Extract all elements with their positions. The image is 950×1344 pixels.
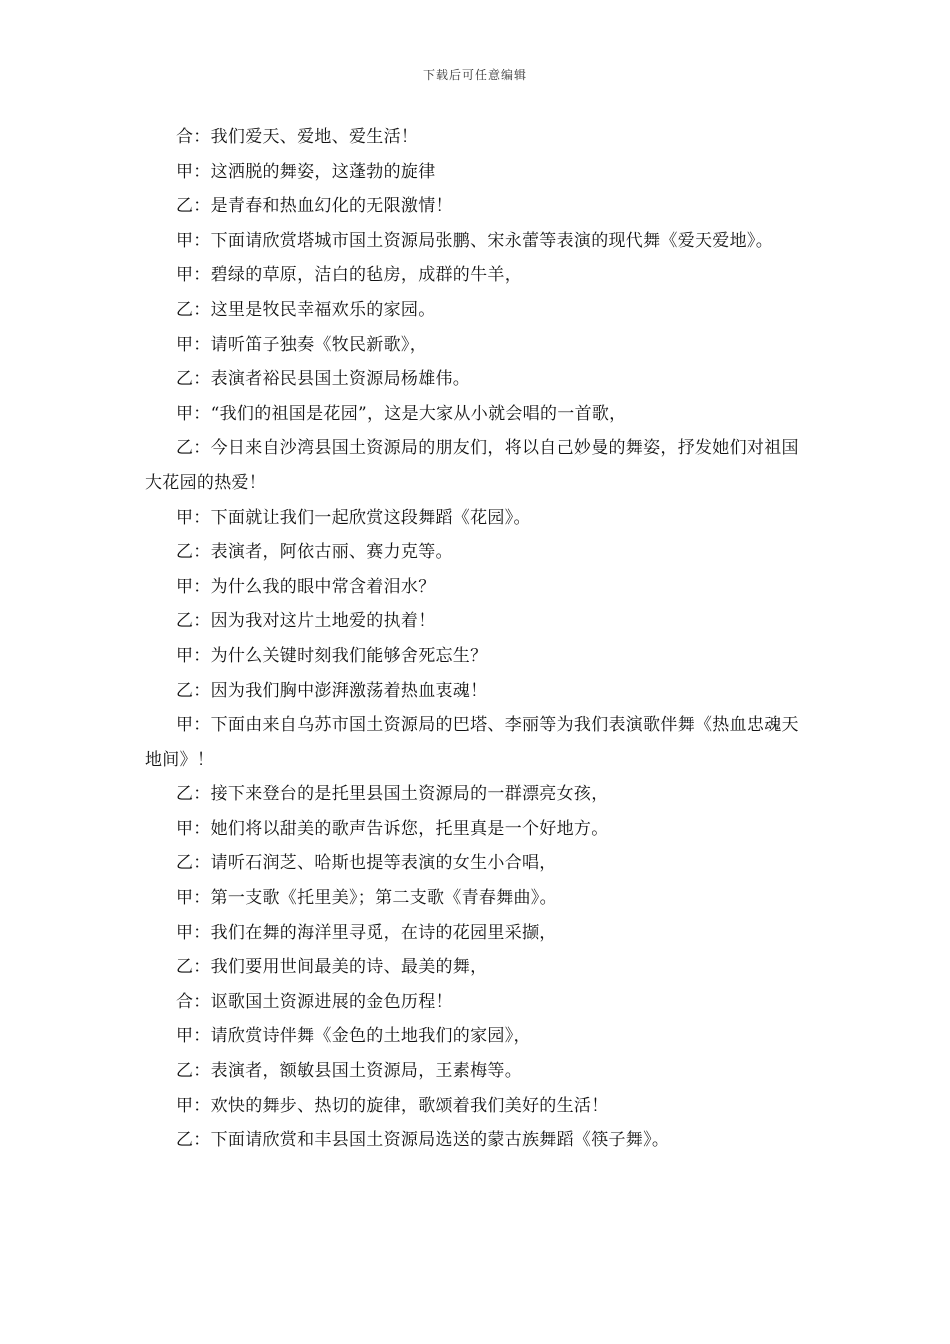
page-header: 下载后可任意编辑 [422,68,527,82]
paragraph: 乙：表演者，额敏县国土资源局，王素梅等。 [176,1061,522,1082]
paragraph: 甲：第一支歌《托里美》；第二支歌《青春舞曲》。 [176,888,557,909]
paragraph: 甲：“我们的祖国是花园”，这是大家从小就会唱的一首歌， [176,403,627,424]
paragraph: 甲：请欣赏诗伴舞《金色的土地我们的家园》， [176,1026,531,1047]
paragraph: 甲：欢快的舞步、热切的旋律，歌颂着我们美好的生活！ [176,1095,609,1116]
paragraph: 甲：这洒脱的舞姿，这蓬勃的旋律 [176,161,436,182]
paragraph: 甲：碧绿的草原，洁白的毡房，成群的牛羊， [176,265,522,286]
paragraph: 合：讴歌国土资源进展的金色历程！ [176,991,453,1012]
paragraph: 合：我们爱天、爱地、爱生活！ [176,127,419,147]
paragraph: 甲：为什么关键时刻我们能够舍死忘生？ [176,645,488,666]
paragraph: 乙：是青春和热血幻化的无限激情！ [176,196,453,217]
paragraph: 乙：这里是牧民幸福欢乐的家园。 [176,299,436,320]
paragraph: 乙：我们要用世间最美的诗、最美的舞， [176,957,488,978]
paragraph: 乙：今日来自沙湾县国土资源局的朋友们，将以自己妙曼的舞姿，抒发她们对祖国大花园的热爱！ [145,438,799,493]
paragraph: 甲：请听笛子独奏《牧民新歌》， [176,334,427,355]
document-body [145,120,810,1158]
paragraph: 乙：因为我们胸中澎湃激荡着热血衷魂！ [176,680,488,701]
paragraph: 甲：下面请欣赏塔城市国土资源局张鹏、宋永蕾等表演的现代舞《爱天爱地》。 [176,230,773,251]
paragraph: 乙：表演者，阿依古丽、赛力克等。 [176,542,453,563]
paragraph: 甲：为什么我的眼中常含着泪水？ [176,576,436,597]
paragraph: 甲：她们将以甜美的歌声告诉您，托里真是一个好地方。 [176,818,609,839]
paragraph: 甲：我们在舞的海洋里寻觅，在诗的花园里采撷， [176,922,557,943]
paragraph: 乙：下面请欣赏和丰县国土资源局选送的蒙古族舞蹈《筷子舞》。 [176,1130,670,1151]
paragraph: 甲：下面就让我们一起欣赏这段舞蹈《花园》。 [176,507,531,528]
paragraph: 乙：表演者裕民县国土资源局杨雄伟。 [176,369,471,390]
paragraph: 乙：因为我对这片土地爱的执着！ [176,611,436,632]
paragraph: 甲：下面由来自乌苏市国土资源局的巴塔、李丽等为我们表演歌伴舞《热血忠魂天地间》！ [145,715,799,770]
paragraph: 乙：请听石润芝、哈斯也提等表演的女生小合唱， [176,853,557,874]
paragraph: 乙：接下来登台的是托里县国土资源局的一群漂亮女孩， [176,784,609,805]
